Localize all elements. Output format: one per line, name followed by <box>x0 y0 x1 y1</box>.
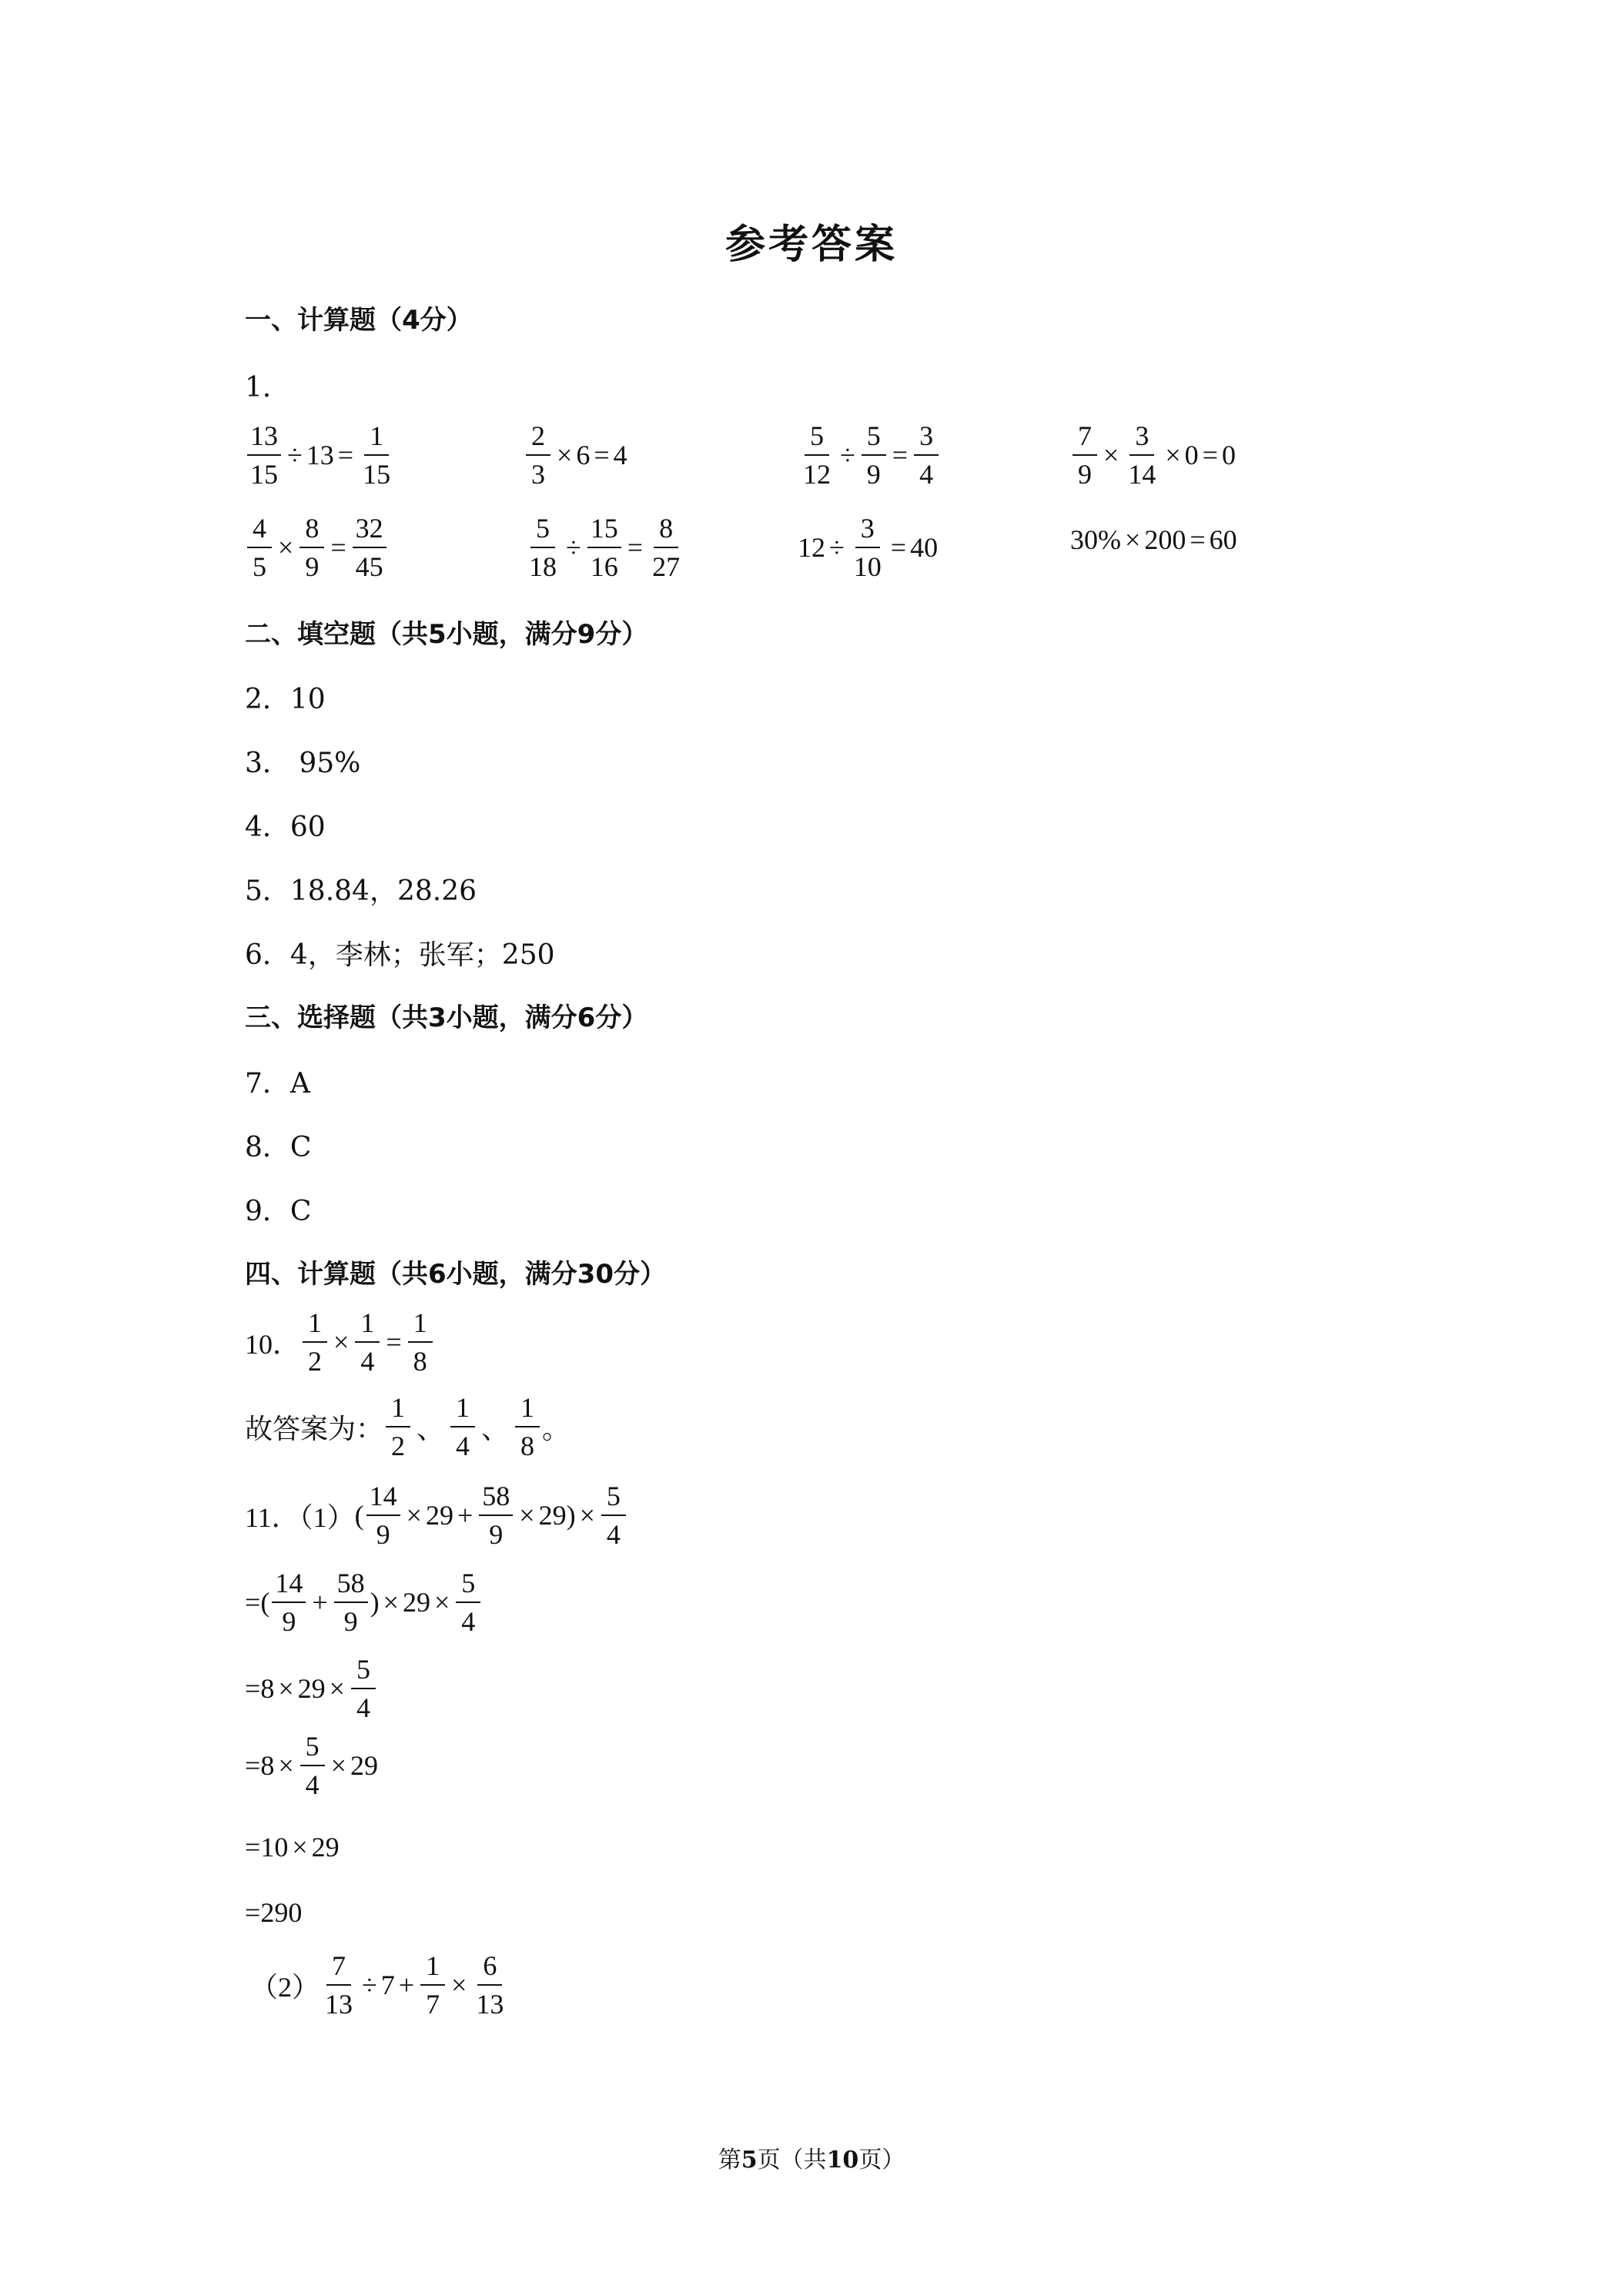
fraction: $\frac{6}{13}$ <box>476 1950 504 2020</box>
fraction: $\frac{5}{4}$ <box>456 1569 480 1635</box>
section-heading-fill: 二、填空题（共5小题，满分9分） <box>245 619 648 650</box>
q1-expression-6: $\frac{5}{18}$ ÷ $\frac{15}{16}$ = $\frac{8}{27}$ <box>524 514 685 581</box>
q1-expression-3: $\frac{5}{12}$ ÷ $\frac{5}{9}$ = $\frac{3}{4}$ <box>798 422 941 488</box>
q11-step-4: = 8 × $\frac{5}{4}$ × 29 <box>245 1731 378 1800</box>
q11-step-6: = 290 <box>245 1897 303 1928</box>
answer-9: 9．C <box>245 1196 312 1227</box>
fraction: $\frac{58}{9}$ <box>334 1569 368 1635</box>
q10-answer: 故答案为： $\frac{1}{2}$ 、 $\frac{1}{4}$ 、 $\frac{1}{8}$ 。 <box>245 1392 571 1461</box>
fraction: $\frac{3}{14}$ <box>1128 420 1156 490</box>
q1-expression-7: 12 ÷ $\frac{3}{10}$ = 40 <box>798 513 939 582</box>
fraction: $\frac{3}{10}$ <box>853 513 882 582</box>
fraction: $\frac{1}{8}$ <box>515 1394 540 1460</box>
fraction: $\frac{5}{4}$ <box>601 1482 626 1548</box>
q1-expression-4: $\frac{7}{9}$ × $\frac{3}{14}$ × 0 = 0 <box>1070 422 1236 488</box>
answer-8: 8．C <box>245 1132 312 1163</box>
page-total: 10 <box>826 2147 859 2174</box>
page-number: 5 <box>741 2147 758 2174</box>
q11-step-3: = 8 × 29 × $\frac{5}{4}$ <box>245 1655 378 1722</box>
fraction: $\frac{5}{4}$ <box>300 1732 325 1799</box>
answer-2: 2．10 <box>245 684 326 715</box>
section-heading-calc: 一、计算题（4分） <box>245 305 473 336</box>
fraction: $\frac{14}{9}$ <box>272 1569 306 1635</box>
fraction: $\frac{1}{15}$ <box>363 420 391 490</box>
page-footer: 第5页（共10页） <box>718 2147 905 2174</box>
q1-expression-2: $\frac{2}{3}$ × 6 = 4 <box>524 422 627 488</box>
q1-expression-5: $\frac{4}{5}$ × $\frac{8}{9}$ = $\frac{32}{45}$ <box>245 514 389 581</box>
q1-expression-8: 30% × 200 = 60 <box>1070 524 1237 555</box>
fraction: $\frac{8}{27}$ <box>652 513 681 582</box>
fraction: $\frac{5}{18}$ <box>529 513 557 582</box>
fraction: $\frac{1}{2}$ <box>386 1394 410 1460</box>
fraction: $\frac{5}{9}$ <box>862 422 886 488</box>
answer-3: 3． 95% <box>245 748 361 779</box>
fraction: $\frac{5}{12}$ <box>803 420 831 490</box>
section-heading-choice: 三、选择题（共3小题，满分6分） <box>245 1002 648 1033</box>
fraction: $\frac{58}{9}$ <box>479 1482 513 1548</box>
fraction: $\frac{4}{5}$ <box>247 514 272 581</box>
q1-expression-1: $\frac{13}{15}$ ÷ 13 = $\frac{1}{15}$ <box>245 422 396 488</box>
fraction: $\frac{1}{8}$ <box>408 1309 433 1375</box>
fraction: $\frac{15}{16}$ <box>587 514 621 581</box>
answer-7: 7．A <box>245 1068 310 1099</box>
answer-5: 5．18.84，28.26 <box>245 875 477 907</box>
fraction: $\frac{32}{45}$ <box>353 514 387 581</box>
fraction: $\frac{1}{4}$ <box>355 1309 380 1375</box>
fraction: $\frac{14}{9}$ <box>366 1482 400 1548</box>
q11-part-2: （2） $\frac{7}{13}$ ÷ 7 + $\frac{1}{7}$ × $\frac{6}{13}$ <box>250 1952 509 2018</box>
q11-step-2: = ( $\frac{14}{9}$ + $\frac{58}{9}$ ) × 29 × $\frac{5}{4}$ <box>245 1569 483 1635</box>
fraction: $\frac{13}{15}$ <box>247 422 281 488</box>
section-heading-compute: 四、计算题（共6小题，满分30分） <box>245 1259 666 1290</box>
fraction: $\frac{8}{9}$ <box>300 514 324 581</box>
fraction: $\frac{7}{9}$ <box>1073 422 1097 488</box>
fraction: $\frac{1}{7}$ <box>420 1952 445 2018</box>
fraction: $\frac{3}{4}$ <box>914 422 939 488</box>
fraction: $\frac{7}{13}$ <box>325 1950 353 2020</box>
fraction: $\frac{5}{4}$ <box>351 1655 376 1722</box>
question-1-label: 1． <box>245 372 290 403</box>
fraction: $\frac{1}{4}$ <box>450 1394 475 1460</box>
answer-6: 6．4，李林；张军；250 <box>245 939 555 971</box>
fraction: $\frac{2}{3}$ <box>526 422 550 488</box>
q10-expression: 10． $\frac{1}{2}$ × $\frac{1}{4}$ = $\frac{1}{8}$ <box>245 1309 435 1375</box>
q11-step-1: 11．（1） ( $\frac{14}{9}$ × 29 + $\frac{58}{9}$ × 29 ) × $\frac{5}{4}$ <box>245 1482 628 1548</box>
fraction: $\frac{1}{2}$ <box>303 1309 327 1375</box>
q11-step-5: = 10 × 29 <box>245 1832 340 1863</box>
page-title: 参考答案 <box>724 222 898 268</box>
answer-4: 4．60 <box>245 812 326 843</box>
